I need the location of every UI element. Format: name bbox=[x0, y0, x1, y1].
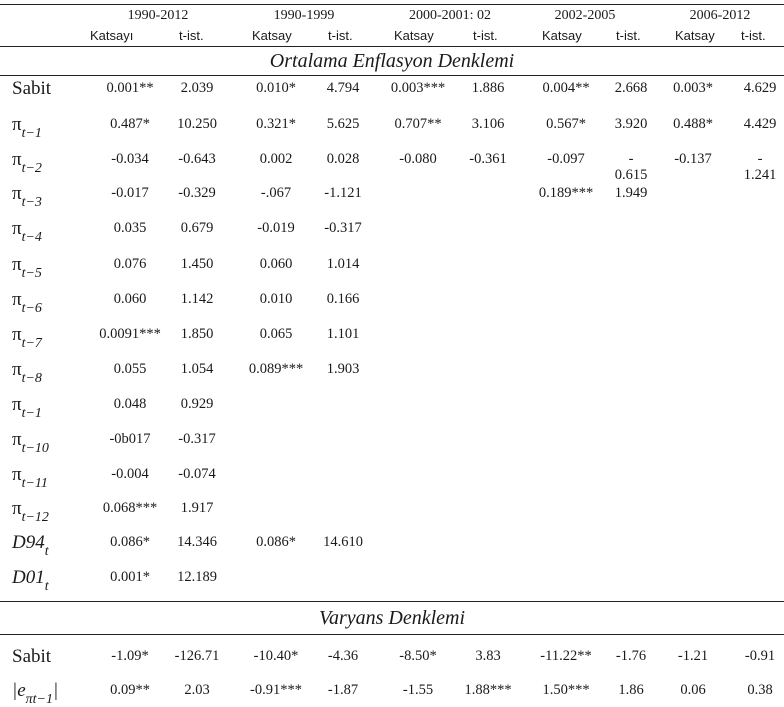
t-stat-cell: 2.668 bbox=[614, 80, 648, 96]
row-label-label: |e bbox=[12, 680, 26, 701]
row-label-symbol: π bbox=[12, 324, 22, 345]
t-stat-cell: 4.794 bbox=[326, 80, 360, 96]
coefficient-cell: 0.048 bbox=[113, 396, 147, 412]
coefficient-cell: 0.035 bbox=[113, 220, 147, 236]
coefficient-cell: 0.06 bbox=[680, 682, 706, 698]
coefficient-cell: 0.004** bbox=[542, 80, 590, 96]
coefficient-cell: -10.40* bbox=[253, 648, 299, 664]
mean-equation-title: Ortalama Enflasyon Denklemi bbox=[269, 50, 515, 72]
t-stat-cell: 0.166 bbox=[326, 291, 360, 307]
period-header-1990-2012: 1990-2012 bbox=[127, 8, 189, 23]
row-label-symbol: π bbox=[12, 289, 22, 310]
coefficient-cell: 0.086* bbox=[256, 534, 296, 550]
row-label-subscript: t−1 bbox=[21, 406, 42, 421]
coefficient-cell: 0.055 bbox=[113, 361, 147, 377]
row-label-subscript: t−8 bbox=[21, 371, 42, 386]
t-stat-cell: 3.83 bbox=[475, 648, 501, 664]
coefficient-cell: 0.010 bbox=[259, 291, 293, 307]
coefficient-cell: 0.707** bbox=[394, 116, 442, 132]
t-stat-cell: -0.329 bbox=[178, 185, 216, 201]
t-stat-cell: 10.250 bbox=[177, 116, 217, 132]
row-label-subscript: t bbox=[44, 544, 49, 559]
row-label bbox=[12, 567, 49, 594]
t-stat-cell: -0.643 bbox=[178, 151, 216, 167]
coefficient-cell: 0.001* bbox=[110, 569, 150, 585]
coefficient-cell: 0.001** bbox=[106, 80, 154, 96]
t-stat-cell: 3.920 bbox=[614, 116, 648, 132]
period-header-2006-2012: 2006-2012 bbox=[689, 8, 751, 23]
coefficient-cell: 0.089*** bbox=[248, 361, 304, 377]
t-stat-cell: -1.87 bbox=[327, 682, 359, 698]
t-stat-cell: 1.88*** bbox=[464, 682, 512, 698]
coefficient-cell: -0b017 bbox=[109, 431, 151, 447]
coefficient-cell: -1.55 bbox=[402, 682, 434, 698]
coefficient-cell: 1.50*** bbox=[542, 682, 590, 698]
subheader-t-stat: t-ist. bbox=[741, 28, 766, 43]
coefficient-cell: 0.010* bbox=[256, 80, 296, 96]
t-stat-cell: -1.121 bbox=[324, 185, 362, 201]
variance-top-rule bbox=[0, 601, 784, 602]
subheader-coefficient: Katsay bbox=[394, 28, 434, 43]
t-stat-cell: 1.450 bbox=[180, 256, 214, 272]
period-header-2002-2005: 2002-2005 bbox=[554, 8, 616, 23]
coefficient-cell: -0.019 bbox=[257, 220, 295, 236]
top-rule bbox=[0, 4, 784, 5]
t-stat-cell: -0.361 bbox=[469, 151, 507, 167]
row-label-subscript: t−3 bbox=[21, 195, 42, 210]
row-label-text: Sabit bbox=[12, 646, 52, 667]
t-stat-cell: 14.610 bbox=[323, 534, 363, 550]
coefficient-cell: -0.080 bbox=[399, 151, 437, 167]
coefficient-cell: -.067 bbox=[260, 185, 292, 201]
t-stat-cell: -0.91 bbox=[744, 648, 776, 664]
t-stat-cell: 5.625 bbox=[326, 116, 360, 132]
t-stat-cell: 3.106 bbox=[471, 116, 505, 132]
row-label-symbol: π bbox=[12, 464, 22, 485]
row-label bbox=[12, 324, 42, 351]
coefficient-cell: 0.321* bbox=[256, 116, 296, 132]
row-label-symbol: π bbox=[12, 394, 22, 415]
row-label-subscript: t bbox=[44, 579, 49, 594]
coefficient-cell: 0.060 bbox=[259, 256, 293, 272]
coefficient-cell: 0.567* bbox=[546, 116, 586, 132]
coefficient-cell: 0.065 bbox=[259, 326, 293, 342]
coefficient-cell: -0.004 bbox=[111, 466, 149, 482]
row-label-subscript: t−4 bbox=[21, 230, 42, 245]
row-label bbox=[12, 149, 42, 176]
t-stat-cell: 0.38 bbox=[747, 682, 773, 698]
coefficient-cell: 0.488* bbox=[673, 116, 713, 132]
row-label bbox=[12, 254, 42, 281]
row-label bbox=[12, 218, 42, 245]
row-label-subscript: t−1 bbox=[21, 126, 42, 141]
t-stat-cell: 0.028 bbox=[326, 151, 360, 167]
row-label bbox=[12, 78, 51, 100]
row-label bbox=[12, 429, 49, 456]
coefficient-cell: -0.137 bbox=[674, 151, 712, 167]
row-label bbox=[12, 464, 48, 491]
period-header-1990-1999: 1990-1999 bbox=[273, 8, 335, 23]
period-header-2000-2001: 2000-2001: 02 bbox=[408, 8, 492, 23]
row-label bbox=[12, 498, 49, 525]
subheader-t-stat: t-ist. bbox=[179, 28, 204, 43]
row-label-symbol: D94 bbox=[12, 532, 45, 553]
coefficient-cell: 0.487* bbox=[110, 116, 150, 132]
row-label-subscript: t−12 bbox=[21, 510, 49, 525]
t-stat-cell: 1.850 bbox=[180, 326, 214, 342]
coefficient-cell: 0.09** bbox=[110, 682, 150, 698]
row-label-subscript: t−10 bbox=[21, 441, 49, 456]
row-label-subscript: t−11 bbox=[21, 476, 48, 491]
t-stat-cell: 0.679 bbox=[180, 220, 214, 236]
coefficient-cell: 0.003*** bbox=[390, 80, 446, 96]
row-label bbox=[12, 183, 42, 210]
t-stat-cell: -4.36 bbox=[327, 648, 359, 664]
coefficient-cell: -0.097 bbox=[547, 151, 585, 167]
t-stat-cell: -126.71 bbox=[174, 648, 220, 664]
t-stat-cell: -0.317 bbox=[324, 220, 362, 236]
coefficient-cell: 0.060 bbox=[113, 291, 147, 307]
t-stat-cell: 4.629 bbox=[743, 80, 777, 96]
coefficient-cell: 0.002 bbox=[259, 151, 293, 167]
t-stat-cell: - 1.241 bbox=[743, 151, 777, 183]
row-label-label-sub: πt−1 bbox=[25, 692, 54, 707]
t-stat-cell: 12.189 bbox=[177, 569, 217, 585]
variance-section-rule bbox=[0, 634, 784, 635]
coefficient-cell: -0.034 bbox=[111, 151, 149, 167]
t-stat-cell: 1.054 bbox=[180, 361, 214, 377]
row-label bbox=[12, 289, 42, 316]
coefficient-cell: 0.003* bbox=[673, 80, 713, 96]
subheader-coefficient: Katsayı bbox=[90, 28, 134, 43]
row-label-subscript: t−5 bbox=[21, 266, 42, 281]
row-label-label-end: | bbox=[53, 680, 59, 701]
t-stat-cell: 2.03 bbox=[184, 682, 210, 698]
variance-equation-title: Varyans Denklemi bbox=[318, 607, 466, 629]
subheader-t-stat: t-ist. bbox=[616, 28, 641, 43]
t-stat-cell: -0.317 bbox=[178, 431, 216, 447]
coefficient-cell: -0.017 bbox=[111, 185, 149, 201]
t-stat-cell: 1.101 bbox=[326, 326, 360, 342]
coefficient-cell: -8.50* bbox=[399, 648, 437, 664]
row-label-text: Sabit bbox=[12, 78, 52, 99]
mean-section-rule bbox=[0, 75, 784, 76]
subheader-coefficient: Katsay bbox=[252, 28, 292, 43]
coefficient-cell: 0.076 bbox=[113, 256, 147, 272]
row-label-symbol: π bbox=[12, 254, 22, 275]
row-label bbox=[12, 359, 42, 386]
row-label-symbol: π bbox=[12, 218, 22, 239]
t-stat-cell: -1.76 bbox=[615, 648, 647, 664]
row-label-subscript: t−2 bbox=[21, 161, 42, 176]
t-stat-cell: 1.142 bbox=[180, 291, 214, 307]
coefficient-cell: -0.91*** bbox=[250, 682, 302, 698]
row-label bbox=[12, 532, 49, 559]
t-stat-cell: 1.86 bbox=[618, 682, 644, 698]
row-label bbox=[12, 646, 51, 668]
row-label bbox=[12, 680, 59, 707]
t-stat-cell: 1.886 bbox=[471, 80, 505, 96]
t-stat-cell: - 0.615 bbox=[614, 151, 648, 183]
t-stat-cell: 4.429 bbox=[743, 116, 777, 132]
coefficient-cell: -11.22** bbox=[540, 648, 592, 664]
row-label-subscript: t−7 bbox=[21, 336, 42, 351]
t-stat-cell: 1.917 bbox=[180, 500, 214, 516]
t-stat-cell: 1.949 bbox=[614, 185, 648, 201]
row-label-symbol: π bbox=[12, 183, 22, 204]
coefficient-cell: -1.09* bbox=[111, 648, 149, 664]
row-label-subscript: t−6 bbox=[21, 301, 42, 316]
row-label-symbol: π bbox=[12, 149, 22, 170]
row-label-symbol: π bbox=[12, 359, 22, 380]
coefficient-cell: 0.068*** bbox=[102, 500, 158, 516]
coefficient-cell: 0.189*** bbox=[538, 185, 594, 201]
t-stat-cell: 1.903 bbox=[326, 361, 360, 377]
subheader-coefficient: Katsay bbox=[542, 28, 582, 43]
t-stat-cell: 1.014 bbox=[326, 256, 360, 272]
t-stat-cell: 0.929 bbox=[180, 396, 214, 412]
coefficient-cell: 0.086* bbox=[110, 534, 150, 550]
t-stat-cell: 14.346 bbox=[177, 534, 217, 550]
coefficient-cell: -1.21 bbox=[677, 648, 709, 664]
row-label bbox=[12, 114, 42, 141]
t-stat-cell: -0.074 bbox=[178, 466, 216, 482]
row-label bbox=[12, 394, 42, 421]
subheader-t-stat: t-ist. bbox=[328, 28, 353, 43]
row-label-symbol: π bbox=[12, 114, 22, 135]
subheader-coefficient: Katsay bbox=[675, 28, 715, 43]
row-label-symbol: D01 bbox=[12, 567, 45, 588]
t-stat-cell: 2.039 bbox=[180, 80, 214, 96]
subheader-t-stat: t-ist. bbox=[473, 28, 498, 43]
row-label-symbol: π bbox=[12, 429, 22, 450]
header-rule bbox=[0, 46, 784, 47]
row-label-symbol: π bbox=[12, 498, 22, 519]
coefficient-cell: 0.0091*** bbox=[99, 326, 161, 342]
